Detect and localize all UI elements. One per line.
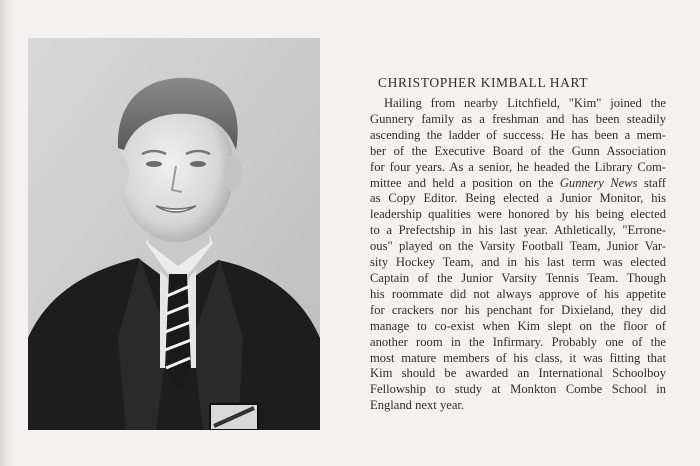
bio-line: another room in the Infirmary. Probably one of the [370,334,666,349]
bio-line-with-italic [370,176,666,192]
student-name-heading: CHRISTOPHER KIMBALL HART [378,75,589,90]
publication-title: Gunnery News [559,175,638,190]
bio-line: Hailing from nearby Litchfield, "Kim" joined the [384,96,666,110]
bio-line: manage to co-exist when Kim slept on the floor of [370,318,666,333]
bio-line: leadership qualities were honored by his being elected [370,207,666,222]
portrait-photo [28,38,320,430]
bio-line: ber of the Executive Board of the Gunn Association [370,143,666,158]
bio-line: to a Prefectship in his last year. Athletically, "Errone- [370,223,666,238]
portrait-illustration [28,38,320,430]
bio-line: Kim should be awarded an International Schoolboy [370,366,666,381]
biography-paragraph [370,96,666,414]
bio-line: Gunnery family as a freshman and has been steadily [370,111,666,126]
bio-line: ascending the ladder of success. He has been a mem- [370,127,666,142]
bio-line: most mature members of his class, it was fitting that [370,350,666,365]
bio-line: ous" played on the Varsity Football Team, Junior Var- [370,239,666,254]
bio-line: Captain of the Junior Varsity Tennis Team. Though [370,270,666,285]
bio-line: Fellowship to study at Monkton Combe School in [370,382,666,397]
bio-line: sity Hockey Team, and in his last term was elected [370,255,666,270]
bio-text: staff [637,175,666,190]
bio-line: his roommate did not always approve of his appetite [370,286,666,301]
page-binding-edge [0,0,14,466]
bio-line: for four years. As a senior, he headed the Library Com- [370,159,666,174]
bio-line: for crackers nor his penchant for Dixieland, they did [370,302,666,317]
bio-line: as Copy Editor. Being elected a Junior Monitor, his [370,191,666,206]
bio-line: England next year. [370,398,465,413]
bio-text: mittee and held a position on the [370,175,554,190]
